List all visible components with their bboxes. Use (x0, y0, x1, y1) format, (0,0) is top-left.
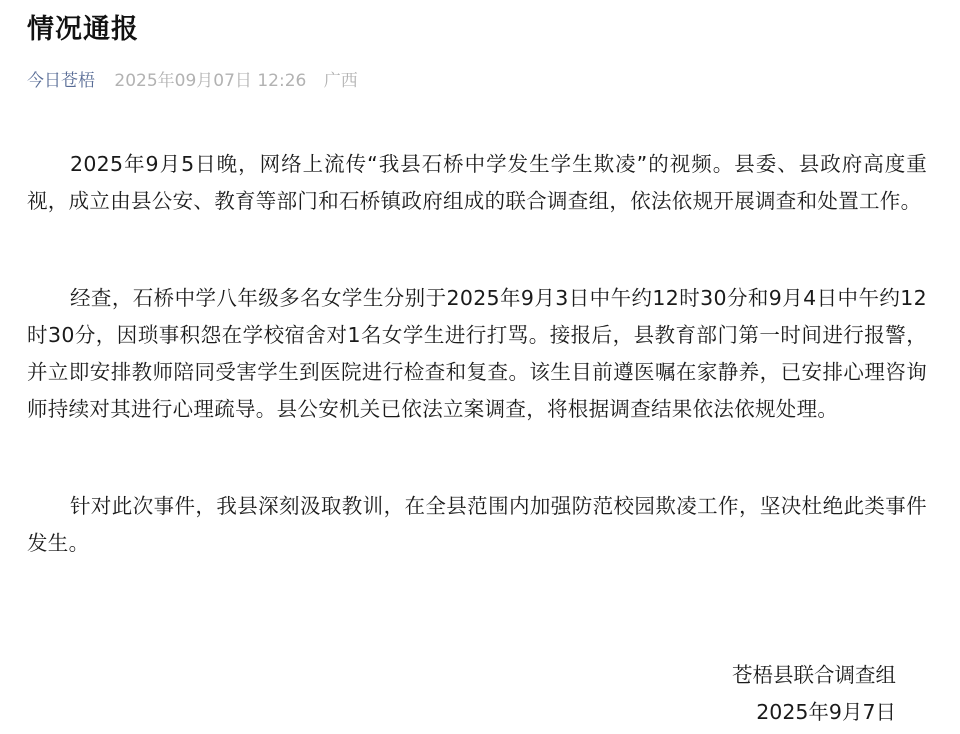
paragraph: 2025年9月5日晚，网络上流传“我县石桥中学发生学生欺凌”的视频。县委、县政府高度重视，成立由县公安、教育等部门和石桥镇政府组成的联合调查组，依法依规开展调查和处置工作。 (27, 152, 927, 213)
article-title: 情况通报 (27, 14, 139, 45)
paragraph: 经查，石桥中学八年级多名女学生分别于2025年9月3日中午约12时30分和9月4日中午约12时30分，因琐事积怨在学校宿舍对1名女学生进行打骂。接报后，县教育部门第一时间进行报警，并立即安排教师陪同受害学生到医院进行检查和复查。该生目前遵医嘱在家静养，已安排心理咨询师持续对其进行心理疏导。县公安机关已依法立案调查，将根据调查结果依法依规处理。 (27, 286, 927, 421)
issuer-name: 苍梧县联合调查组 (732, 663, 896, 687)
account-name-link[interactable]: 今日苍梧 (27, 71, 95, 91)
ip-region: 广西 (323, 71, 358, 91)
paragraph: 针对此次事件，我县深刻汲取教训，在全县范围内加强防范校园欺凌工作，坚决杜绝此类事件发生。 (27, 494, 927, 555)
article-meta (27, 66, 358, 96)
issue-date: 2025年9月7日 (756, 700, 896, 724)
publish-datetime: 2025年09月07日 12:26 (114, 71, 307, 91)
signature-block (732, 657, 896, 731)
article-body (27, 146, 927, 585)
